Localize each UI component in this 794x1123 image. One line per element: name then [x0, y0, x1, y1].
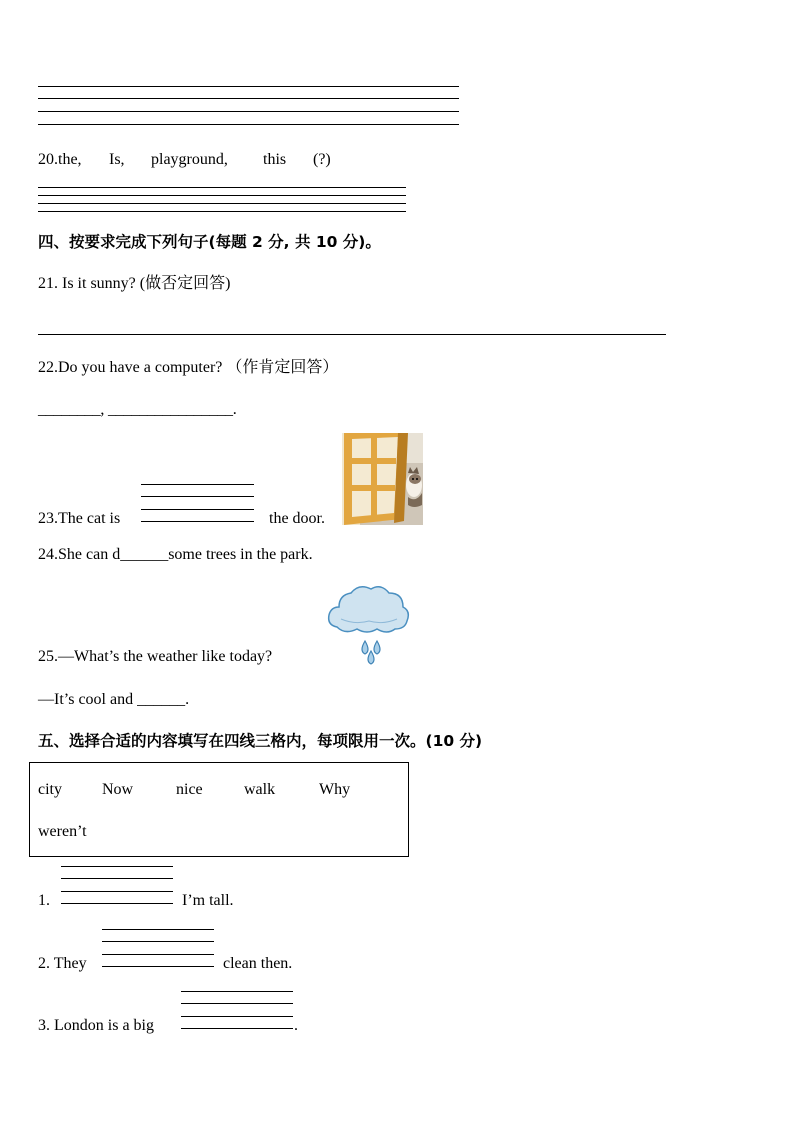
s5-item3-before-text: London is a big [54, 1017, 154, 1034]
q20-line [38, 150, 82, 170]
q25-answer[interactable]: —It’s cool and ______. [38, 691, 190, 708]
q20-number: 20. [38, 151, 58, 168]
q21 [38, 274, 230, 294]
q25-question-text: .—What’s the weather like today? [54, 648, 273, 665]
q23-before [38, 509, 120, 529]
q22-number: 22 [38, 359, 54, 376]
word-option-4: walk [244, 781, 276, 798]
q20-word-1: the, [58, 151, 82, 168]
q23-before-text: .The cat is [54, 510, 121, 527]
q23-after: the door. [269, 510, 325, 527]
q21-number: 21 [38, 275, 54, 292]
word-option-6: weren’t [38, 823, 87, 840]
writing-grid-top[interactable] [38, 86, 459, 126]
s5-item2-writing-grid[interactable] [102, 929, 214, 967]
word-option-5: Why [319, 781, 351, 798]
q22-text: .Do you have a computer? （作肯定回答） [54, 359, 339, 376]
s5-item1-number: 1. [38, 892, 50, 909]
q25-number: 25 [38, 648, 54, 665]
q22 [38, 358, 338, 378]
word-bank-box [29, 762, 409, 857]
q21-text: . Is it sunny? (做否定回答) [54, 275, 231, 292]
s5-item3-after: . [294, 1017, 298, 1034]
s5-item3-writing-grid[interactable] [181, 991, 293, 1029]
q20-word-3: playground, [151, 151, 228, 168]
word-option-1: city [38, 781, 62, 798]
section5-heading: 五、选择合适的内容填写在四线三格内，每项限用一次。(10 分) [38, 732, 483, 750]
door-with-cat-image [342, 433, 423, 525]
q20-word-5: (?) [313, 151, 331, 168]
q24-text: .She can d______some trees in the park. [54, 546, 313, 563]
s5-item1-writing-grid[interactable] [61, 866, 173, 904]
s5-item2-before [38, 954, 87, 974]
q22-answer-blanks[interactable]: ________, ________________. [38, 401, 237, 418]
section4-heading: 四、按要求完成下列句子(每题 2 分, 共 10 分)。 [38, 233, 381, 251]
q24 [38, 545, 313, 565]
rain-cloud-image [325, 583, 411, 665]
s5-item1-after: I’m tall. [182, 892, 234, 909]
q25-question [38, 647, 272, 667]
q23-writing-grid[interactable] [141, 484, 254, 522]
q23-number: 23 [38, 510, 54, 527]
q24-number: 24 [38, 546, 54, 563]
s5-item3-number: 3. [38, 1017, 50, 1034]
s5-item3-before [38, 1016, 154, 1036]
word-option-2: Now [102, 781, 134, 798]
q20-word-2: Is, [109, 151, 125, 168]
s5-item2-number: 2. [38, 955, 50, 972]
q20-word-4: this [263, 151, 287, 168]
q20-writing-grid[interactable] [38, 187, 406, 213]
word-option-3: nice [176, 781, 203, 798]
s5-item2-after: clean then. [223, 955, 293, 972]
q21-answer-line[interactable] [38, 334, 666, 335]
s5-item2-before-text: They [53, 955, 87, 972]
